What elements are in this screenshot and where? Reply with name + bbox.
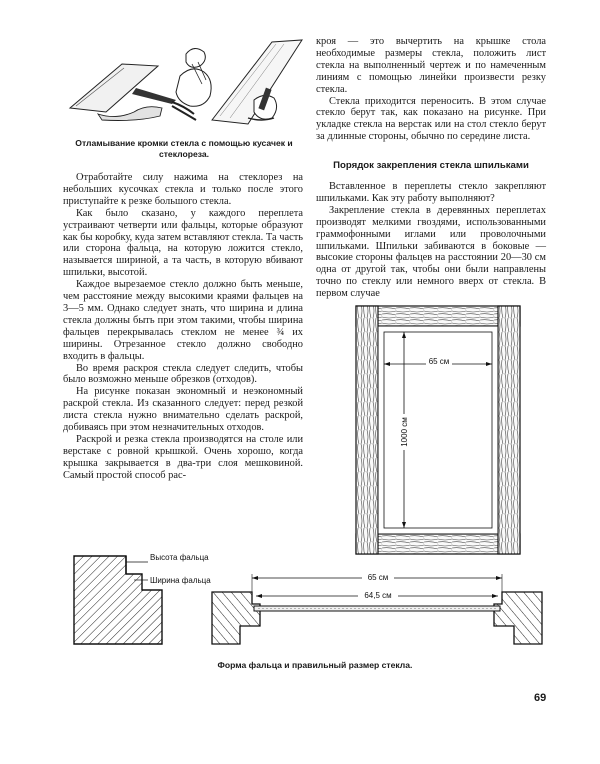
right-paragraph: Вставленное в переплеты стекло закрепляют шпильками. Как эту работу выполняют? [316,181,546,204]
top-figure-caption: Отламывание кромки стекла с помощью кусачек и стеклореза. [75,138,293,159]
page-number: 69 [534,692,547,704]
right-column-top [316,36,546,143]
right-paragraph: Стекла приходится переносить. В этом случае стекло берут так, как показано на рисунке. При укладке стекла на верстак или на стол стекло берут за длинные стороны, обычно по середине листа. [316,95,546,143]
left-paragraph: Отработайте силу нажима на стеклорез на небольших кусочках стекла и только после этого приступайте к резке большого стекла. [63,172,303,207]
section-heading: Порядок закрепления стекла шпильками [333,160,529,171]
dimension-outer-label: 65 см [367,573,389,582]
right-paragraph: Закрепление стекла в деревянных переплетах производят мелкими гвоздями, использованными граммофонными иглами или проволочными шпильками. Шпильки забиваются в боковые — высокие стороны фальцев на расстоянии 20—30 см одна от другой так, чтобы они были направлены точно по стеклу или немного вверх от стекла. В первом случае [316,204,546,300]
frame-height-label: 1000 см [400,417,409,447]
left-paragraph: Раскрой и резка стекла производятся на столе или верстаке с ровной крышкой. Очень хорошо, когда крышка закрывается в два-три слоя мешковиной. Самый простой способ рас- [63,433,303,481]
glass-breaking-illustration [62,36,310,134]
frame-width-label: 65 см [428,357,450,366]
left-paragraph: Каждое вырезаемое стекло должно быть меньше, чем расстояние между высокими краями фальцев на 3—5 мм. Однако следует знать, что ширина и длина стекла должны быть при этом такими, чтобы ширина фальцев перекрывалась стеклом не менее ¾ их ширины. Отрезанное стекло должно свободно входить в фальцы. [63,279,303,362]
left-paragraph: Во время раскроя стекла следует следить, чтобы было возможно меньше обрезков (отходов). [63,362,303,386]
right-paragraph: кроя — это вычертить на крышке стола необходимые размеры стекла, положить лист стекла на выполненный чертеж и по намеченным линиям с помощью линейки произвести резку стекла. [316,36,546,95]
left-column [63,172,303,482]
right-column-bottom [316,181,546,300]
window-frame-diagram [354,304,522,556]
left-paragraph: Как было сказано, у каждого переплета устраивают четверти или фальцы, которые образуют как бы коробку, куда затем вставляют стекла. Та часть или сторона фальца, на которую ложится стекло, называется шириной, а та часть, в которую вбивают шпильки, высотой. [63,207,303,279]
dimension-inner-label: 64,5 см [364,591,392,600]
rebate-width-label: Ширина фальца [150,576,211,585]
rebate-section-diagram [66,548,546,652]
bottom-figure-caption: Форма фальца и правильный размер стекла. [217,660,413,670]
left-paragraph: На рисунке показан экономный и неэкономный раскрой стекла. Из сказанного следует: перед резкой листа стекла нужно внимательно сделать раскрой, добиваясь при этом незначительных отходов. [63,386,303,434]
rebate-height-label: Высота фальца [150,553,209,562]
